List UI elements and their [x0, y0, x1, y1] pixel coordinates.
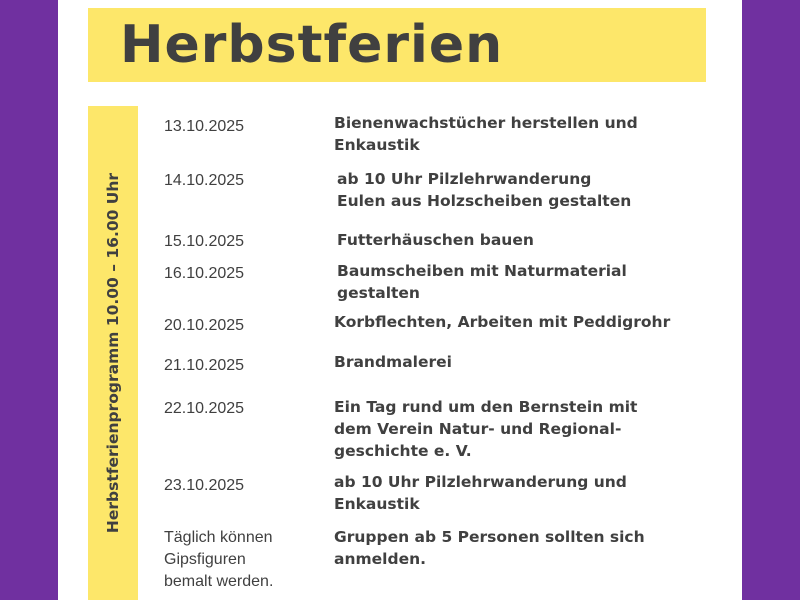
schedule-activity [334, 396, 734, 462]
activity-line: Eulen aus Holzscheiben gestalten [337, 192, 632, 210]
page-title: Herbstferien [120, 15, 504, 75]
notice-line: Gruppen ab 5 Personen sollten sich [334, 528, 645, 546]
schedule-date: 20.10.2025 [164, 317, 245, 334]
activity-line: dem Verein Natur- und Regional- [334, 420, 622, 438]
activity-line: Baumscheiben mit Naturmaterial [337, 262, 627, 280]
schedule-activity [334, 311, 734, 333]
schedule-date: 14.10.2025 [164, 172, 245, 189]
activity-line: geschichte e. V. [334, 442, 472, 460]
activity-line: Enkaustik [334, 136, 420, 154]
schedule-date: 22.10.2025 [164, 400, 245, 417]
activity-line: Bienenwachstücher herstellen und [334, 114, 638, 132]
activity-line: Korbflechten, Arbeiten mit Peddigrohr [334, 313, 671, 331]
schedule-date: 21.10.2025 [164, 357, 245, 374]
activity-line: Futterhäuschen bauen [337, 231, 534, 249]
schedule-date: 15.10.2025 [164, 233, 245, 250]
schedule-activity [337, 229, 737, 251]
schedule-activity [334, 471, 734, 515]
schedule-activity [334, 112, 734, 156]
activity-line: ab 10 Uhr Pilzlehrwanderung und [334, 473, 627, 491]
activity-line: gestalten [337, 284, 420, 302]
activity-line: Ein Tag rund um den Bernstein mit [334, 398, 638, 416]
schedule-activity [337, 168, 737, 212]
group-registration-notice [334, 526, 734, 570]
daily-note [164, 527, 324, 593]
notice-line: anmelden. [334, 550, 427, 568]
activity-line: Enkaustik [334, 495, 420, 513]
note-line: Gipsfiguren [164, 551, 246, 568]
schedule-activity [334, 351, 734, 373]
schedule-activity [337, 260, 737, 304]
activity-line: ab 10 Uhr Pilzlehrwanderung [337, 170, 592, 188]
schedule-date: 23.10.2025 [164, 477, 245, 494]
schedule-date: 16.10.2025 [164, 265, 245, 282]
note-line: Täglich können [164, 529, 273, 546]
note-line: bemalt werden. [164, 573, 274, 590]
program-hours-label: Herbstferienprogramm 10.00 – 16.00 Uhr [104, 172, 122, 534]
schedule-date: 13.10.2025 [164, 118, 245, 135]
activity-line: Brandmalerei [334, 353, 452, 371]
